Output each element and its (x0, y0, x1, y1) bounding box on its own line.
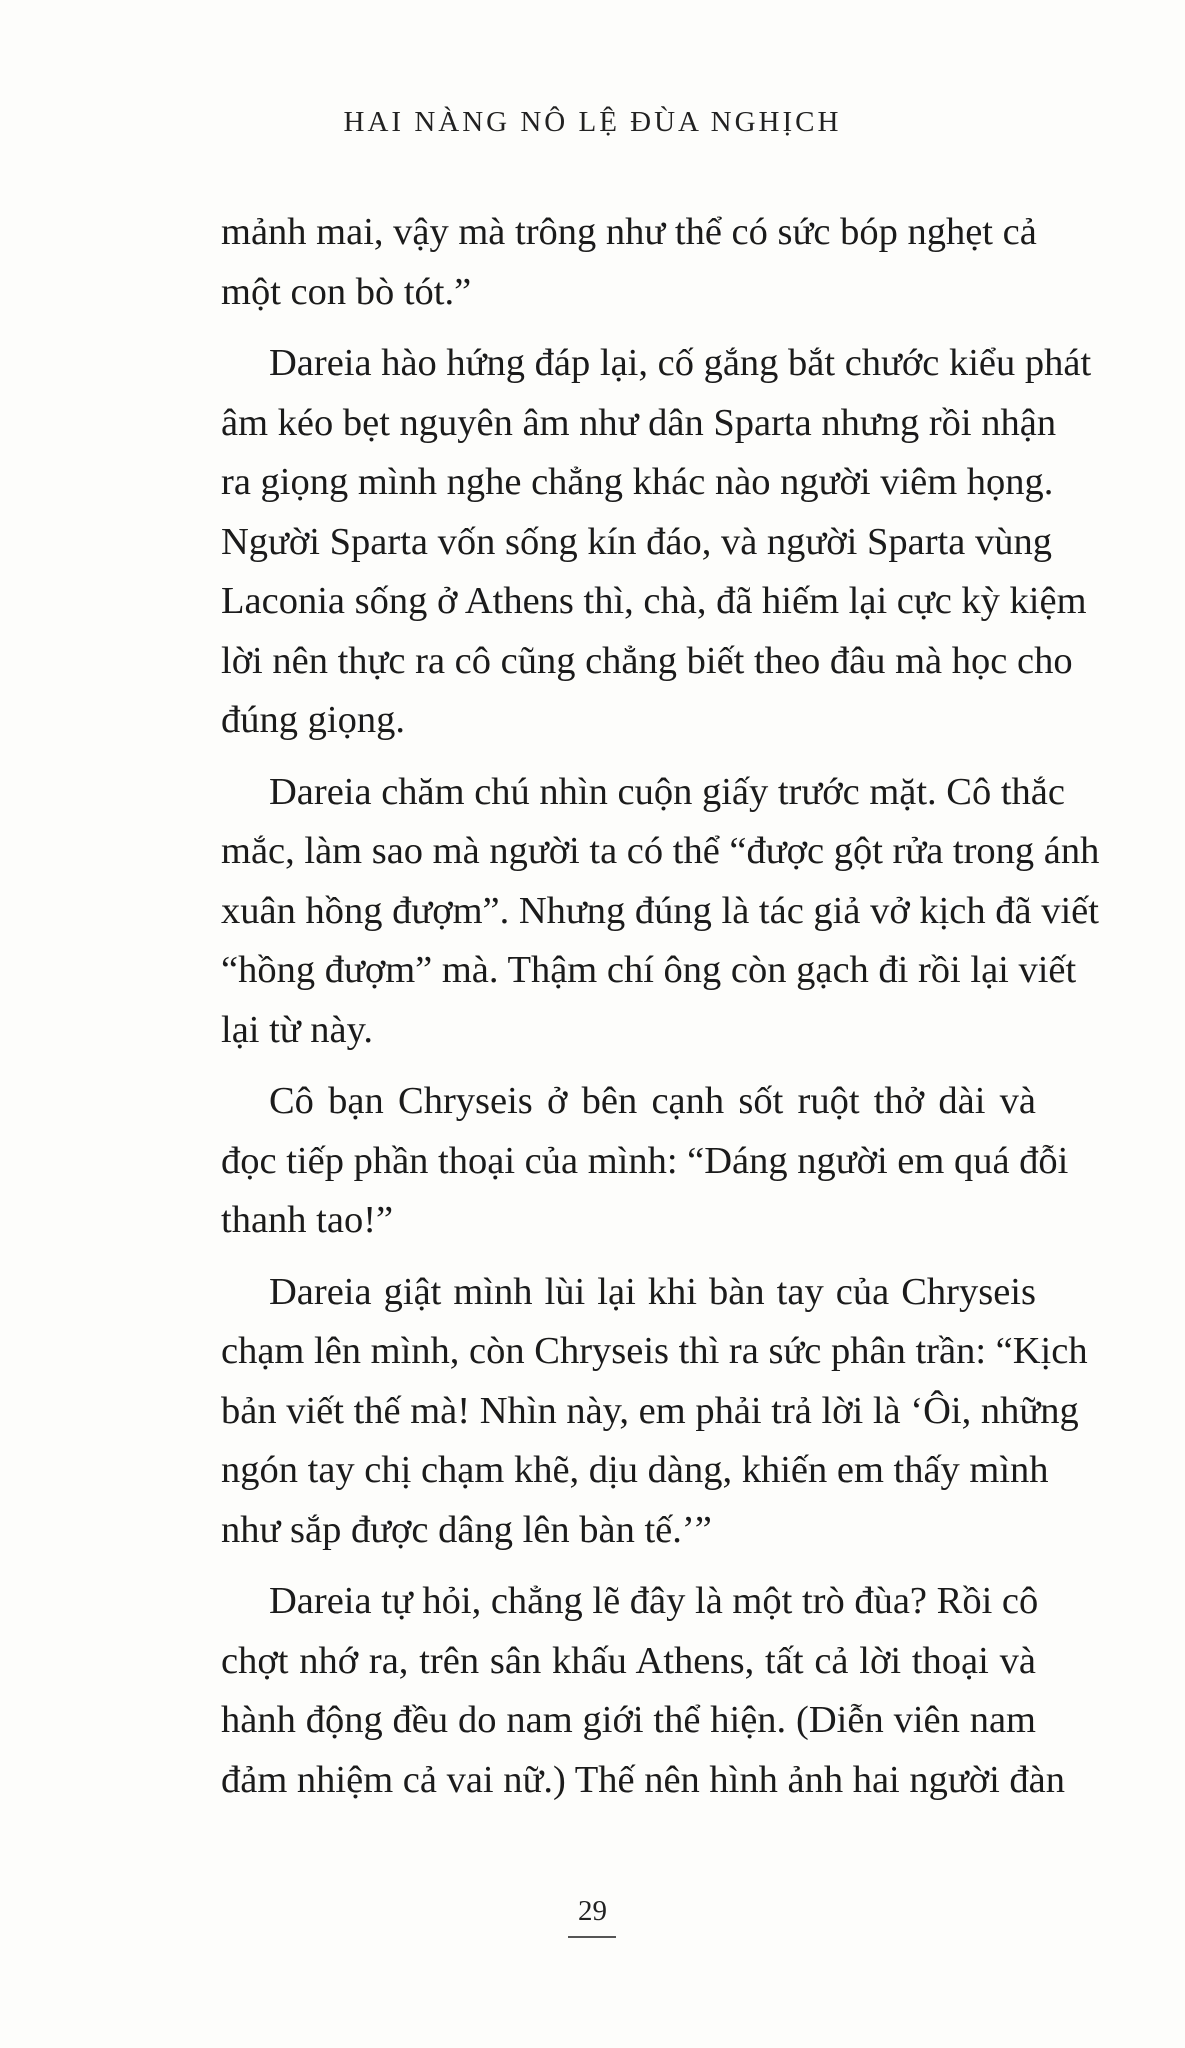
text-line: bản viết thế mà! Nhìn này, em phải trả lời là ‘Ôi, những (221, 1389, 1079, 1432)
paragraph (221, 334, 1092, 751)
paragraph (221, 203, 1036, 322)
text-line: đảm nhiệm cả vai nữ.) Thế nên hình ảnh hai người đàn (221, 1758, 1065, 1801)
text-line: lời nên thực ra cô cũng chẳng biết theo đâu mà học cho (221, 639, 1073, 682)
text-line: Dareia hào hứng đáp lại, cố gắng bắt chước kiểu phát (269, 342, 1092, 384)
body-text (221, 203, 1100, 1822)
page-number-rule (568, 1936, 616, 1938)
page-number: 29 (578, 1895, 607, 1927)
text-line: như sắp được dâng lên bàn tế.’” (221, 1508, 712, 1551)
text-line: xuân hồng đượm”. Nhưng đúng là tác giả vở kịch đã viết (221, 889, 1099, 932)
text-line: âm kéo bẹt nguyên âm như dân Sparta nhưng rồi nhận (221, 401, 1057, 444)
text-line: lại từ này. (221, 1008, 374, 1051)
text-line: thanh tao!” (221, 1199, 394, 1241)
text-line: Laconia sống ở Athens thì, chà, đã hiếm lại cực kỳ kiệm (221, 580, 1087, 622)
paragraph (221, 1572, 1065, 1810)
text-line: mắc, làm sao mà người ta có thể “được gột rửa trong ánh (221, 830, 1100, 872)
text-line: chợt nhớ ra, trên sân khấu Athens, tất cả lời thoại và (221, 1639, 1036, 1682)
running-title: HAI NÀNG NÔ LỆ ĐÙA NGHỊCH (343, 106, 842, 138)
paragraph (221, 1072, 1069, 1251)
text-line: ra giọng mình nghe chẳng khác nào người viêm họng. (221, 461, 1054, 503)
text-line: “hồng đượm” mà. Thậm chí ông còn gạch đi rồi lại viết (221, 949, 1077, 991)
text-line: một con bò tót.” (221, 270, 472, 313)
text-line: Người Sparta vốn sống kín đáo, và người Sparta vùng (221, 520, 1052, 563)
text-line: Dareia giật mình lùi lại khi bàn tay của Chryseis (269, 1270, 1036, 1313)
paragraph (221, 763, 1100, 1061)
text-line: ngón tay chị chạm khẽ, dịu dàng, khiến em thấy mình (221, 1449, 1049, 1491)
text-line: đọc tiếp phần thoại của mình: “Dáng người em quá đỗi (221, 1139, 1069, 1182)
text-line: chạm lên mình, còn Chryseis thì ra sức phân trần: “Kịch (221, 1330, 1088, 1372)
text-line: hành động đều do nam giới thể hiện. (Diễn viên nam (221, 1699, 1036, 1741)
text-line: đúng giọng. (221, 699, 405, 741)
text-line: Dareia chăm chú nhìn cuộn giấy trước mặt. Cô thắc (269, 770, 1065, 813)
paragraph (221, 1263, 1088, 1561)
text-line: Dareia tự hỏi, chẳng lẽ đây là một trò đùa? Rồi cô (269, 1580, 1039, 1622)
text-line: mảnh mai, vậy mà trông như thể có sức bóp nghẹt cả (221, 211, 1037, 253)
text-line: Cô bạn Chryseis ở bên cạnh sốt ruột thở dài và (269, 1080, 1036, 1122)
